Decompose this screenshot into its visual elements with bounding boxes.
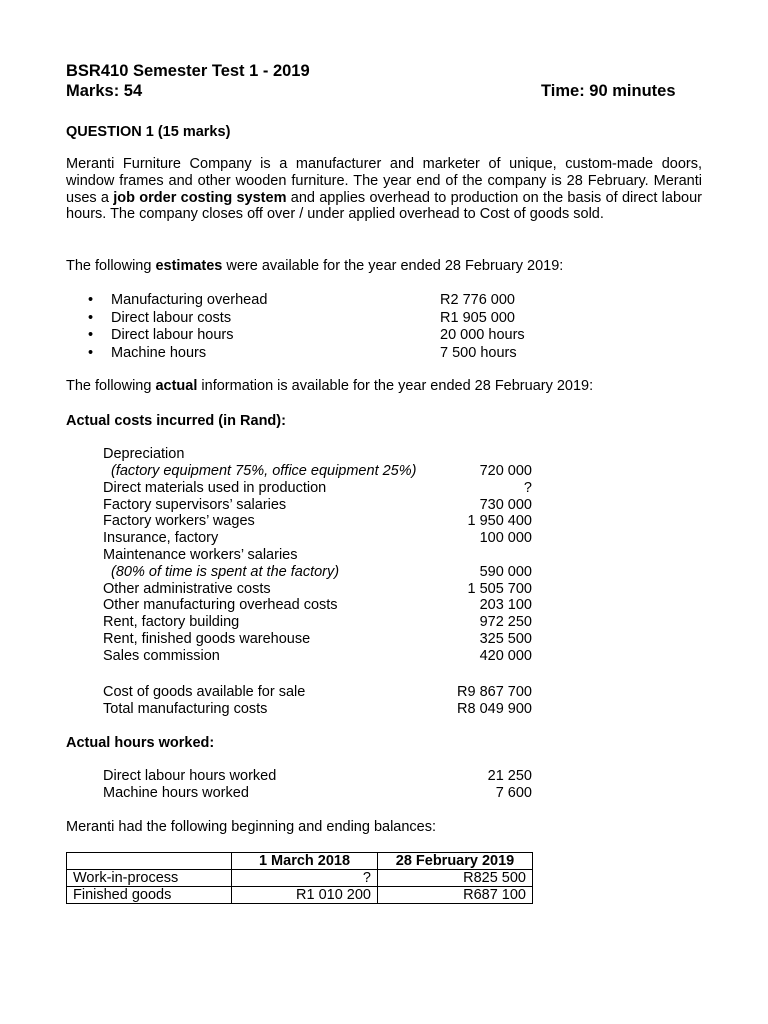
estimate-label: Direct labour hours — [111, 327, 234, 343]
actual-intro-text-1: The following — [66, 378, 156, 394]
actual-intro-bold: actual — [155, 378, 198, 394]
estimates-intro-text-2: were available for the year ended 28 February 2019: — [222, 258, 564, 274]
estimate-value: R1 905 000 — [440, 310, 515, 326]
hours-label: Direct labour hours worked — [103, 768, 277, 784]
cost-label: (80% of time is spent at the factory) — [111, 564, 340, 580]
hours-label: Machine hours worked — [103, 785, 249, 801]
cost-label: Depreciation — [103, 446, 185, 462]
table-header-row — [67, 853, 533, 870]
cost-value: 325 500 — [479, 631, 532, 647]
actual-intro-text-2: information is available for the year ended 28 February 2019: — [197, 378, 594, 394]
cost-label: Factory workers’ wages — [103, 513, 255, 529]
balances-intro: Meranti had the following beginning and ending balances: — [66, 819, 437, 835]
cost-label: Sales commission — [103, 648, 220, 664]
cost-value: 590 000 — [479, 564, 532, 580]
test-title: BSR410 Semester Test 1 - 2019 — [66, 62, 310, 80]
table-cell: R1 010 200 — [232, 887, 378, 904]
cost-value: 1 950 400 — [467, 513, 532, 529]
estimate-value: 20 000 hours — [440, 327, 525, 343]
total-label: Cost of goods available for sale — [103, 684, 306, 700]
estimates-intro-bold: estimates — [155, 258, 223, 274]
cost-value: 203 100 — [479, 597, 532, 613]
bullet-icon: • — [88, 345, 94, 361]
intro-paragraph — [66, 156, 702, 223]
balances-table — [66, 852, 533, 904]
bullet-icon: • — [88, 292, 94, 308]
table-cell: ? — [232, 870, 378, 887]
table-header-cell: 1 March 2018 — [232, 853, 378, 870]
time-label: Time: 90 minutes — [541, 82, 676, 100]
hours-heading: Actual hours worked: — [66, 735, 215, 751]
intro-text-2: and applies overhead to production on the basis of direct labour hours. The company closes off over / under applied overhead to Cost of goods sold. — [66, 189, 702, 223]
estimate-value: R2 776 000 — [440, 292, 515, 308]
cost-value: 720 000 — [479, 463, 532, 479]
cost-value: ? — [523, 480, 532, 496]
estimate-label: Machine hours — [111, 345, 207, 361]
question-heading: QUESTION 1 (15 marks) — [66, 124, 231, 140]
bullet-icon: • — [88, 310, 94, 326]
costs-heading: Actual costs incurred (in Rand): — [66, 413, 286, 429]
table-cell: R825 500 — [378, 870, 533, 887]
total-value: R8 049 900 — [457, 701, 532, 717]
actual-intro — [66, 378, 593, 394]
hours-value: 7 600 — [495, 785, 532, 801]
cost-label: (factory equipment 75%, office equipment 25%) — [111, 463, 417, 479]
cost-value: 100 000 — [479, 530, 532, 546]
total-label: Total manufacturing costs — [103, 701, 268, 717]
cost-label: Other administrative costs — [103, 581, 271, 597]
cost-value: 730 000 — [479, 497, 532, 513]
table-cell: Work-in-process — [67, 870, 232, 887]
marks-label: Marks: 54 — [66, 82, 143, 100]
cost-value: 972 250 — [479, 614, 532, 630]
cost-label: Rent, finished goods warehouse — [103, 631, 311, 647]
table-header-cell: 28 February 2019 — [378, 853, 533, 870]
cost-value: 420 000 — [479, 648, 532, 664]
estimate-label: Direct labour costs — [111, 310, 232, 326]
table-header-cell — [67, 853, 232, 870]
total-value: R9 867 700 — [457, 684, 532, 700]
table-cell: Finished goods — [67, 887, 232, 904]
cost-label: Factory supervisors’ salaries — [103, 497, 287, 513]
estimates-intro — [66, 258, 563, 274]
table-cell: R687 100 — [378, 887, 533, 904]
estimate-value: 7 500 hours — [440, 345, 517, 361]
table-row — [67, 887, 533, 904]
cost-value: 1 505 700 — [467, 581, 532, 597]
cost-label: Other manufacturing overhead costs — [103, 597, 338, 613]
intro-text-1: Meranti Furniture Company is a manufacturer and marketer of unique, custom-made doors, window frames and other wooden furniture. The year end of the company is 28 February. Meranti uses a — [66, 156, 702, 206]
table-row — [67, 870, 533, 887]
estimate-label: Manufacturing overhead — [111, 292, 268, 308]
cost-label: Insurance, factory — [103, 530, 219, 546]
estimates-intro-text-1: The following — [66, 258, 156, 274]
cost-label: Direct materials used in production — [103, 480, 327, 496]
cost-label: Rent, factory building — [103, 614, 240, 630]
cost-label: Maintenance workers’ salaries — [103, 547, 298, 563]
bullet-icon: • — [88, 327, 94, 343]
hours-value: 21 250 — [487, 768, 532, 784]
intro-bold-text: job order costing system — [113, 189, 287, 206]
